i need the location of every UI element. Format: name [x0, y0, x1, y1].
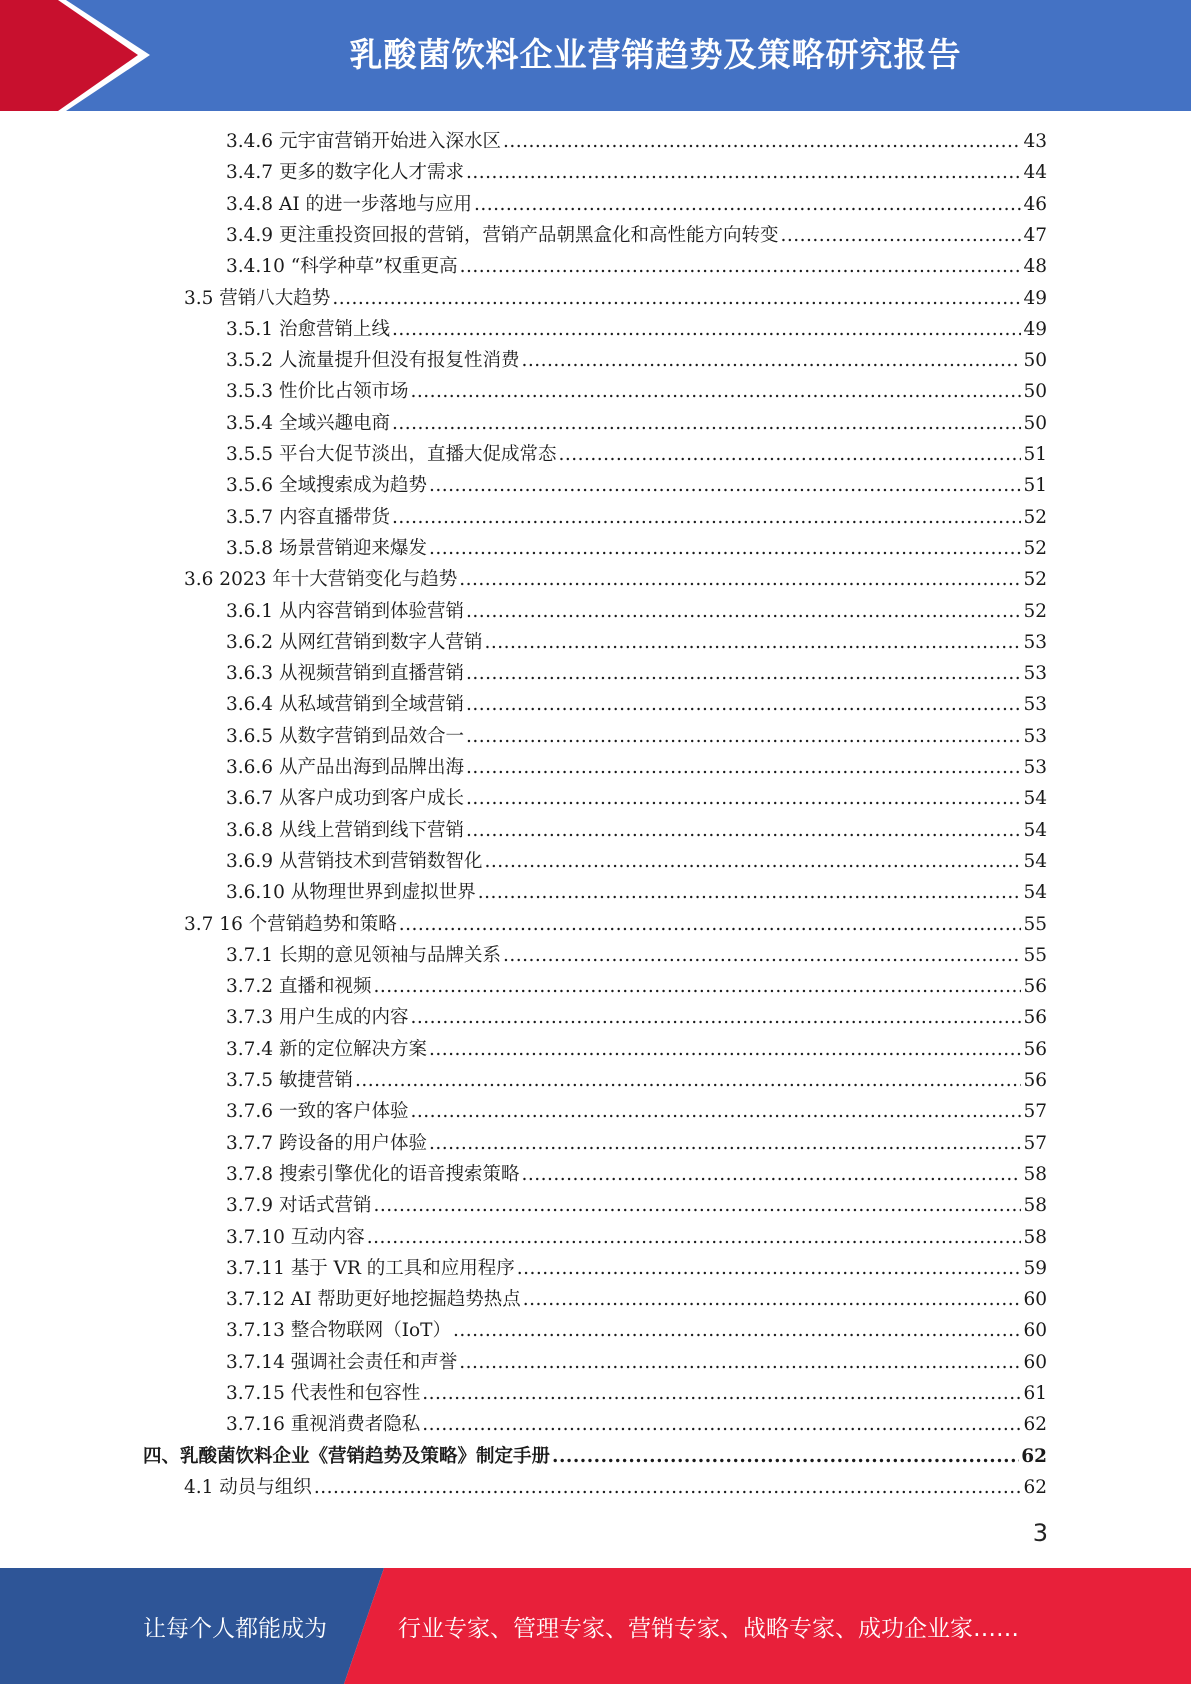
- toc-dot-leader: [410, 1002, 1021, 1033]
- toc-entry-label: 3.6.9 从营销技术到营销数智化: [226, 850, 483, 872]
- toc-entry[interactable]: [226, 345, 1047, 376]
- toc-entry-label: 3.7.3 用户生成的内容: [226, 1007, 409, 1029]
- toc-dot-leader: [367, 1222, 1022, 1253]
- toc-dot-leader: [466, 689, 1021, 720]
- toc-entry-page: 59: [1023, 1257, 1047, 1279]
- toc-entry-label: 3.6.3 从视频营销到直播营销: [226, 663, 464, 685]
- document-title: 乳酸菌饮料企业营销趋势及策略研究报告: [349, 34, 962, 74]
- toc-entry-page: 58: [1023, 1195, 1047, 1217]
- toc-dot-leader: [466, 658, 1021, 689]
- toc-dot-leader: [392, 502, 1021, 533]
- toc-entry[interactable]: [143, 1441, 1047, 1472]
- toc-dot-leader: [558, 439, 1021, 470]
- toc-entry-label: 3.7.5 敏捷营销: [226, 1070, 353, 1091]
- toc-entry-label: 3.7.14 强调社会责任和声誉: [226, 1351, 458, 1373]
- toc-entry-page: 58: [1023, 1226, 1047, 1248]
- toc-entry-page: 54: [1023, 850, 1047, 872]
- toc-entry-page: 56: [1023, 1038, 1047, 1060]
- toc-dot-leader: [503, 940, 1021, 971]
- toc-entry-page: 53: [1023, 694, 1047, 716]
- toc-dot-leader: [484, 846, 1021, 877]
- toc-dot-leader: [429, 1128, 1021, 1159]
- toc-entry[interactable]: [226, 877, 1047, 908]
- toc-dot-leader: [503, 126, 1021, 157]
- toc-entry-label: 3.5 营销八大趋势: [184, 287, 331, 309]
- toc-entry-label: 3.5.5 平台大促节淡出，直播大促成常态: [226, 444, 557, 465]
- toc-entry-page: 53: [1023, 631, 1047, 653]
- toc-entry-page: 54: [1023, 788, 1047, 810]
- toc-dot-leader: [422, 1409, 1021, 1440]
- toc-dot-leader: [466, 721, 1021, 752]
- toc-entry-page: 57: [1023, 1132, 1047, 1154]
- toc-entry-page: 53: [1023, 757, 1047, 778]
- toc-entry-page: 52: [1023, 537, 1047, 559]
- toc-entry-page: 53: [1023, 663, 1047, 685]
- toc-dot-leader: [466, 157, 1021, 188]
- toc-entry-page: 61: [1023, 1383, 1047, 1404]
- toc-dot-leader: [466, 596, 1021, 627]
- toc-dot-leader: [429, 533, 1021, 564]
- toc-entry[interactable]: [226, 1222, 1047, 1253]
- toc-entry-label: 3.4.9 更注重投资回报的营销，营销产品朝黑盒化和高性能方向转变: [226, 224, 779, 246]
- toc-dot-leader: [392, 408, 1021, 439]
- toc-dot-leader: [453, 1315, 1021, 1346]
- toc-entry[interactable]: [184, 909, 1047, 940]
- toc-dot-leader: [429, 1034, 1021, 1065]
- toc-entry[interactable]: [226, 1096, 1047, 1127]
- toc-entry[interactable]: [226, 815, 1047, 846]
- page-number: 3: [1032, 1519, 1048, 1547]
- page-header: [0, 0, 1191, 111]
- toc-entry-label: 3.7.4 新的定位解决方案: [226, 1038, 427, 1060]
- toc-entry[interactable]: [226, 783, 1047, 814]
- toc-entry[interactable]: [226, 1002, 1047, 1033]
- toc-dot-leader: [332, 283, 1021, 314]
- toc-entry[interactable]: [226, 220, 1047, 251]
- toc-entry[interactable]: [226, 971, 1047, 1002]
- toc-entry-page: 43: [1023, 131, 1047, 152]
- toc-entry-label: 3.7.12 AI 帮助更好地挖掘趋势热点: [226, 1289, 521, 1311]
- toc-entry[interactable]: [226, 1409, 1047, 1440]
- toc-entry[interactable]: [226, 846, 1047, 877]
- toc-entry-page: 54: [1023, 819, 1047, 841]
- toc-entry-label: 3.4.6 元宇宙营销开始进入深水区: [226, 131, 501, 152]
- toc-entry-page: 54: [1023, 882, 1047, 904]
- toc-dot-leader: [392, 314, 1021, 345]
- toc-entry-page: 56: [1023, 976, 1047, 998]
- toc-entry-label: 四、乳酸菌饮料企业《营销趋势及策略》制定手册: [143, 1445, 551, 1467]
- toc-entry-label: 3.7.6 一致的客户体验: [226, 1101, 409, 1123]
- toc-dot-leader: [780, 220, 1021, 251]
- toc-dot-leader: [355, 1065, 1022, 1096]
- toc-dot-leader: [521, 345, 1021, 376]
- toc-entry[interactable]: [226, 752, 1047, 783]
- toc-dot-leader: [521, 1159, 1021, 1190]
- toc-dot-leader: [422, 1378, 1021, 1409]
- toc-entry-label: 3.4.10 “科学种草”权重更高: [226, 256, 458, 278]
- toc-entry-page: 57: [1023, 1101, 1047, 1123]
- toc-dot-leader: [517, 1253, 1022, 1284]
- toc-entry-label: 3.5.1 治愈营销上线: [226, 318, 390, 340]
- toc-entry-page: 55: [1023, 913, 1047, 935]
- toc-entry[interactable]: [226, 689, 1047, 720]
- toc-dot-leader: [429, 470, 1021, 501]
- toc-entry-page: 58: [1023, 1163, 1047, 1185]
- toc-entry-label: 3.7.2 直播和视频: [226, 976, 372, 998]
- toc-entry-label: 3.7.11 基于 VR 的工具和应用程序: [226, 1257, 515, 1279]
- toc-entry[interactable]: [226, 940, 1047, 971]
- toc-entry-label: 3.7.10 互动内容: [226, 1226, 365, 1248]
- toc-dot-leader: [459, 1347, 1021, 1378]
- toc-entry[interactable]: [226, 408, 1047, 439]
- toc-entry[interactable]: [226, 596, 1047, 627]
- toc-entry[interactable]: [226, 126, 1047, 157]
- toc-entry[interactable]: [226, 658, 1047, 689]
- toc-dot-leader: [474, 189, 1021, 220]
- toc-entry-page: 49: [1023, 287, 1047, 309]
- toc-entry[interactable]: [226, 1347, 1047, 1378]
- toc-entry-label: 3.7 16 个营销趋势和策略: [184, 913, 397, 935]
- toc-dot-leader: [466, 815, 1021, 846]
- toc-entry[interactable]: [226, 376, 1047, 407]
- toc-entry[interactable]: [226, 157, 1047, 188]
- toc-dot-leader: [478, 877, 1022, 908]
- toc-entry-label: 3.5.2 人流量提升但没有报复性消费: [226, 350, 520, 372]
- toc-entry-page: 62: [1023, 1414, 1047, 1436]
- toc-entry-page: 47: [1023, 224, 1047, 246]
- toc-dot-leader: [460, 251, 1022, 282]
- toc-dot-leader: [523, 1284, 1022, 1315]
- toc-dot-leader: [373, 1190, 1021, 1221]
- toc-dot-leader: [552, 1441, 1019, 1472]
- toc-entry-page: 48: [1023, 256, 1047, 278]
- toc-entry-label: 3.4.7 更多的数字化人才需求: [226, 162, 464, 184]
- toc-dot-leader: [314, 1472, 1022, 1503]
- toc-entry-page: 50: [1023, 381, 1047, 403]
- toc-entry-label: 3.6.4 从私域营销到全域营销: [226, 694, 464, 716]
- toc-entry[interactable]: [184, 283, 1047, 314]
- toc-entry[interactable]: [226, 1065, 1047, 1096]
- toc-entry-page: 51: [1023, 475, 1047, 497]
- toc-entry-label: 3.7.8 搜索引擎优化的语音搜索策略: [226, 1163, 520, 1185]
- toc-entry-page: 50: [1023, 412, 1047, 434]
- toc-entry-page: 60: [1023, 1289, 1047, 1311]
- toc-entry[interactable]: [226, 1378, 1047, 1409]
- toc-entry[interactable]: [184, 564, 1047, 595]
- toc-entry-page: 56: [1023, 1007, 1047, 1029]
- toc-entry-label: 3.5.4 全域兴趣电商: [226, 412, 390, 434]
- toc-entry-page: 60: [1023, 1320, 1047, 1342]
- toc-entry-page: 53: [1023, 725, 1047, 747]
- toc-entry-label: 3.6.7 从客户成功到客户成长: [226, 788, 464, 810]
- toc-entry-label: 3.6.2 从网红营销到数字人营销: [226, 631, 483, 653]
- toc-dot-leader: [484, 627, 1021, 658]
- toc-entry-page: 50: [1023, 350, 1047, 372]
- toc-entry[interactable]: [226, 314, 1047, 345]
- toc-entry-label: 3.6.8 从线上营销到线下营销: [226, 819, 464, 841]
- toc-entry-label: 3.5.8 场景营销迎来爆发: [226, 537, 427, 559]
- toc-entry-label: 3.7.16 重视消费者隐私: [226, 1414, 421, 1436]
- page-footer: [0, 1568, 1191, 1684]
- toc-entry-label: 3.5.3 性价比占领市场: [226, 381, 409, 403]
- toc-entry-page: 55: [1023, 944, 1047, 966]
- toc-entry-label: 3.4.8 AI 的进一步落地与应用: [226, 193, 473, 215]
- toc-entry[interactable]: [226, 502, 1047, 533]
- toc-entry[interactable]: [226, 1128, 1047, 1159]
- toc-entry[interactable]: [226, 533, 1047, 564]
- toc-entry-label: 3.6.10 从物理世界到虚拟世界: [226, 882, 476, 904]
- toc-entry[interactable]: [226, 470, 1047, 501]
- footer-slogan-left: 让每个人都能成为: [143, 1615, 327, 1642]
- toc-dot-leader: [466, 752, 1021, 783]
- toc-entry-label: 3.6 2023 年十大营销变化与趋势: [184, 569, 458, 591]
- toc-entry-label: 4.1 动员与组织: [184, 1476, 312, 1498]
- toc-entry[interactable]: [226, 721, 1047, 752]
- toc-entry[interactable]: [226, 439, 1047, 470]
- toc-entry-label: 3.7.7 跨设备的用户体验: [226, 1132, 427, 1154]
- toc-entry-label: 3.5.7 内容直播带货: [226, 506, 390, 528]
- toc-entry-page: 52: [1023, 506, 1047, 528]
- toc-entry-page: 62: [1023, 1476, 1047, 1498]
- toc-entry[interactable]: [184, 1472, 1047, 1503]
- toc-entry[interactable]: [226, 627, 1047, 658]
- toc-entry-label: 3.7.9 对话式营销: [226, 1195, 372, 1217]
- toc-entry-label: 3.7.13 整合物联网（IoT）: [226, 1320, 452, 1342]
- toc-entry-page: 44: [1023, 162, 1047, 184]
- toc-entry-page: 56: [1023, 1070, 1047, 1091]
- toc-entry-page: 52: [1023, 569, 1047, 591]
- toc-entry-label: 3.6.5 从数字营销到品效合一: [226, 725, 464, 747]
- toc-dot-leader: [410, 376, 1021, 407]
- toc-entry-label: 3.6.1 从内容营销到体验营销: [226, 600, 464, 622]
- toc-entry[interactable]: [226, 1159, 1047, 1190]
- toc-entry-page: 52: [1023, 600, 1047, 622]
- toc-entry-page: 49: [1023, 318, 1047, 340]
- toc-entry-page: 62: [1021, 1445, 1047, 1467]
- toc-entry[interactable]: [226, 1253, 1047, 1284]
- toc-entry[interactable]: [226, 1284, 1047, 1315]
- toc-entry-label: 3.6.6 从产品出海到品牌出海: [226, 757, 464, 778]
- toc-entry-label: 3.7.1 长期的意见领袖与品牌关系: [226, 944, 501, 966]
- toc-entry-page: 46: [1023, 193, 1047, 215]
- toc-entry[interactable]: [226, 251, 1047, 282]
- toc-entry[interactable]: [226, 189, 1047, 220]
- toc-entry[interactable]: [226, 1315, 1047, 1346]
- toc-entry[interactable]: [226, 1034, 1047, 1065]
- toc-dot-leader: [459, 564, 1021, 595]
- toc-entry-page: 51: [1023, 444, 1047, 465]
- toc-dot-leader: [373, 971, 1021, 1002]
- toc-entry[interactable]: [226, 1190, 1047, 1221]
- toc-dot-leader: [466, 783, 1021, 814]
- toc-dot-leader: [399, 909, 1022, 940]
- toc-entry-page: 60: [1023, 1351, 1047, 1373]
- footer-slogan-right: 行业专家、管理专家、营销专家、战略专家、成功企业家……: [398, 1615, 1019, 1642]
- toc-entry-label: 3.7.15 代表性和包容性: [226, 1383, 421, 1404]
- toc-entry-label: 3.5.6 全域搜索成为趋势: [226, 475, 427, 497]
- toc-dot-leader: [410, 1096, 1021, 1127]
